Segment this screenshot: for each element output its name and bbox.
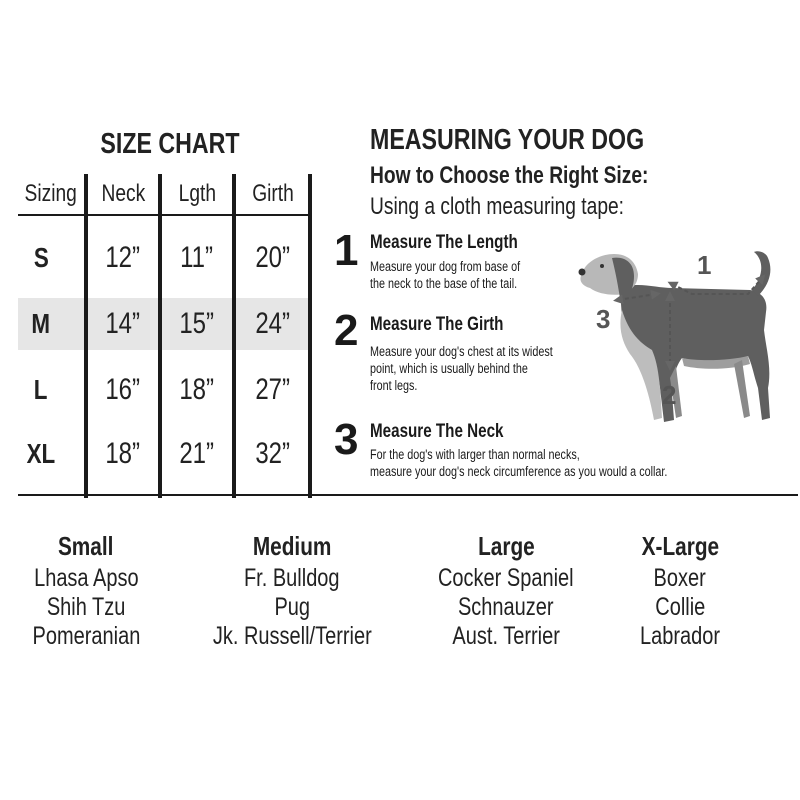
header-sizing: Sizing (24, 180, 78, 207)
cell-girth-xl: 32” (255, 437, 291, 470)
dog-far-hind-leg (734, 360, 750, 418)
cell-girth-m: 24” (255, 307, 291, 340)
breed-column-small (0, 528, 172, 651)
cell-length-l: 18” (179, 373, 215, 406)
header-rule (18, 214, 312, 216)
diagram-label-1: 1 (697, 250, 712, 280)
step-1-title: Measure The Length (370, 232, 518, 253)
breed-size-heading: Small (58, 531, 114, 561)
step-2-title: Measure The Girth (370, 314, 504, 335)
dog-measurement-illustration (572, 238, 787, 438)
cell-girth-l: 27” (255, 373, 291, 406)
breed-item: Pug (274, 593, 310, 621)
step-3-number: 3 (334, 415, 359, 464)
cell-neck-s: 12” (105, 241, 141, 274)
cell-length-m: 15” (179, 307, 215, 340)
breed-item: Aust. Terrier (452, 622, 560, 650)
breed-item: Collie (654, 593, 706, 621)
table-bottom-rule (18, 494, 798, 496)
size-label-l: L (34, 374, 48, 405)
cell-length-xl: 21” (179, 437, 215, 470)
step-3-title: Measure The Neck (370, 421, 504, 442)
cell-girth-s: 20” (255, 241, 291, 274)
cell-neck-l: 16” (105, 373, 141, 406)
header-girth: Girth (252, 180, 294, 207)
breed-item: Shih Tzu (46, 593, 126, 621)
breed-item: Cocker Spaniel (438, 564, 574, 592)
breed-item: Schnauzer (458, 593, 554, 621)
measuring-title: MEASURING YOUR DOG (370, 124, 645, 156)
breed-size-heading: X-Large (641, 531, 719, 561)
size-chart-title: SIZE CHART (100, 128, 240, 160)
size-chart-table (18, 170, 318, 500)
measuring-subtitle: How to Choose the Right Size: (370, 162, 649, 189)
step-2-description: Measure your dog's chest at its widest point, which is usually behind the front legs. (370, 344, 553, 393)
step-1-description: Measure your dog from base of the neck to the base of the tail. (370, 259, 521, 291)
dog-eye (600, 264, 604, 268)
diagram-label-3: 3 (596, 304, 611, 334)
step-2-number: 2 (334, 306, 359, 355)
dog-tail (752, 251, 770, 296)
breed-item: Fr. Bulldog (244, 564, 340, 592)
step-1-number: 1 (334, 226, 359, 275)
breed-item: Boxer (653, 564, 707, 592)
cell-neck-xl: 18” (105, 437, 141, 470)
breed-size-heading: Medium (252, 531, 332, 561)
cell-length-s: 11” (180, 241, 214, 274)
size-label-s: S (33, 242, 49, 273)
breed-column-xlarge (604, 528, 756, 651)
dog-nose (579, 269, 586, 276)
header-neck: Neck (101, 180, 145, 207)
size-label-m: M (31, 308, 51, 339)
breed-item: Labrador (639, 622, 721, 650)
breed-item: Pomeranian (32, 622, 140, 650)
measuring-tape-note: Using a cloth measuring tape: (370, 193, 625, 220)
breed-item: Lhasa Apso (33, 564, 139, 592)
cell-neck-m: 14” (105, 307, 141, 340)
header-length: Lgth (178, 180, 216, 207)
diagram-label-2: 2 (662, 380, 677, 410)
breed-item: Jk. Russell/Terrier (212, 622, 372, 650)
breed-column-medium (192, 528, 392, 651)
breed-size-heading: Large (477, 531, 535, 561)
breed-column-large (412, 528, 600, 651)
step-3-description: For the dog's with larger than normal necks, measure your dog's neck circumference as you would a collar. (370, 447, 668, 479)
size-label-xl: XL (26, 438, 56, 469)
